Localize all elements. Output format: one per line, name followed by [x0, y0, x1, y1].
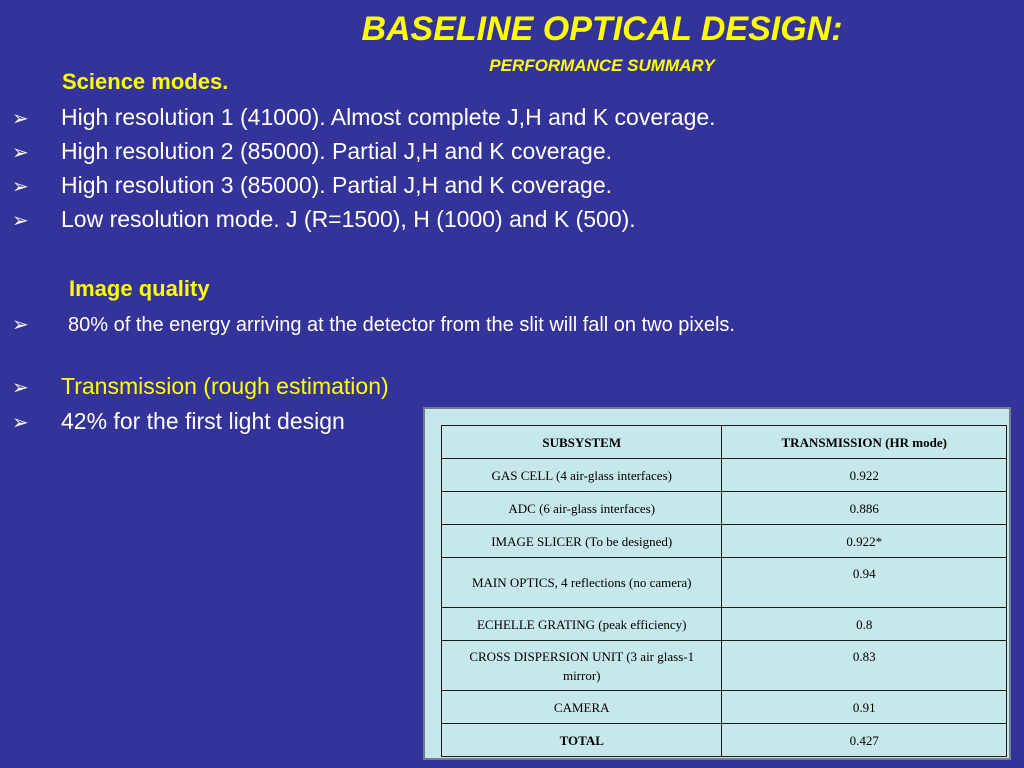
transmission-item — [12, 408, 345, 435]
subsystem-cell: ADC (6 air-glass interfaces) — [442, 492, 722, 525]
total-value-cell: 0.427 — [722, 724, 1007, 757]
arrow-bullet-icon: ➢ — [12, 210, 29, 232]
total-label-cell: TOTAL — [442, 724, 722, 757]
table-row — [442, 525, 1007, 558]
image-quality-heading: Image quality — [69, 276, 210, 301]
table-row — [442, 608, 1007, 641]
arrow-bullet-icon: ➢ — [12, 142, 29, 164]
subsystem-cell: CROSS DISPERSION UNIT (3 air glass-1 mirror) — [442, 641, 722, 691]
subsystem-cell: MAIN OPTICS, 4 reflections (no camera) — [442, 558, 722, 608]
transmission-cell: 0.91 — [722, 691, 1007, 724]
science-mode-item — [12, 138, 612, 165]
table-header-row — [442, 426, 1007, 459]
science-modes-heading: Science modes. — [62, 69, 229, 94]
science-mode-text: High resolution 3 (85000). Partial J,H and K coverage. — [61, 172, 613, 198]
science-mode-item — [12, 104, 716, 131]
image-quality-item — [12, 312, 735, 337]
table-row — [442, 459, 1007, 492]
table-total-row — [442, 724, 1007, 757]
column-header-subsystem: SUBSYSTEM — [442, 426, 722, 459]
science-mode-text: High resolution 1 (41000). Almost complete J,H and K coverage. — [61, 104, 716, 130]
table-row — [442, 558, 1007, 608]
arrow-bullet-icon: ➢ — [12, 108, 29, 130]
transmission-text: 42% for the first light design — [61, 408, 345, 434]
transmission-table-panel — [423, 407, 1011, 760]
science-mode-item — [12, 172, 612, 199]
transmission-heading: Transmission (rough estimation) — [61, 373, 389, 399]
transmission-cell: 0.922* — [722, 525, 1007, 558]
science-mode-text: Low resolution mode. J (R=1500), H (1000) and K (500). — [61, 206, 636, 232]
subsystem-cell: ECHELLE GRATING (peak efficiency) — [442, 608, 722, 641]
slide-subtitle: PERFORMANCE SUMMARY — [489, 56, 715, 75]
transmission-item — [12, 373, 389, 400]
table-row — [442, 641, 1007, 691]
table-row — [442, 492, 1007, 525]
subsystem-cell: IMAGE SLICER (To be designed) — [442, 525, 722, 558]
transmission-cell: 0.94 — [722, 558, 1007, 608]
transmission-cell: 0.83 — [722, 641, 1007, 691]
table-row — [442, 691, 1007, 724]
arrow-bullet-icon: ➢ — [12, 377, 29, 399]
arrow-bullet-icon: ➢ — [12, 176, 29, 198]
subsystem-cell: CAMERA — [442, 691, 722, 724]
transmission-cell: 0.8 — [722, 608, 1007, 641]
transmission-cell: 0.886 — [722, 492, 1007, 525]
column-header-transmission: TRANSMISSION (HR mode) — [722, 426, 1007, 459]
transmission-table — [441, 425, 1007, 757]
science-mode-text: High resolution 2 (85000). Partial J,H and K coverage. — [61, 138, 613, 164]
science-mode-item — [12, 206, 636, 233]
arrow-bullet-icon: ➢ — [12, 412, 29, 434]
arrow-bullet-icon: ➢ — [12, 314, 29, 336]
subsystem-cell: GAS CELL (4 air-glass interfaces) — [442, 459, 722, 492]
image-quality-text: 80% of the energy arriving at the detector from the slit will fall on two pixels. — [68, 314, 735, 336]
transmission-cell: 0.922 — [722, 459, 1007, 492]
slide-title: BASELINE OPTICAL DESIGN: — [361, 10, 843, 48]
